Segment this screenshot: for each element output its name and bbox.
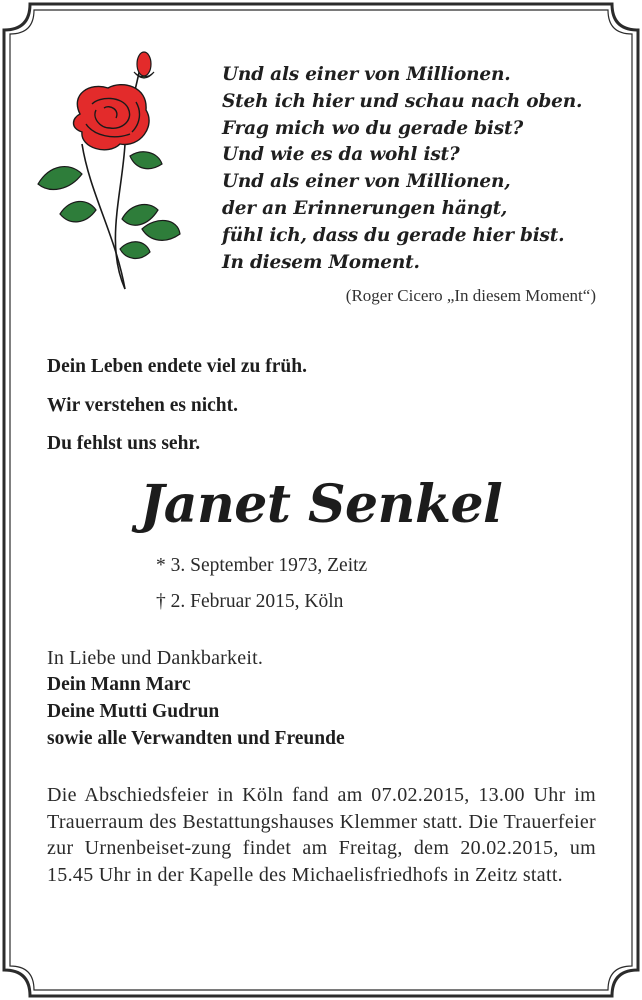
message-line-3: Du fehlst uns sehr. xyxy=(47,433,201,454)
ceremony-notice: Die Abschiedsfeier in Köln fand am 07.02.2015, 13.00 Uhr im Trauerraum des Bestattungshauses Klemmer statt. Die Trauerfeier zur Urnenbeiset-zung findet am Freitag, dem 20.02.2015, um 15.45 Uhr in der Kapelle des Michaelisfriedhofs in Zeitz statt. xyxy=(47,784,596,886)
mourner-husband: Dein Mann Marc xyxy=(47,674,191,695)
message-line-1: Dein Leben endete viel zu früh. xyxy=(47,356,307,377)
birth-date: * 3. September 1973, Zeitz xyxy=(156,555,368,576)
poem-line: Und als einer von Millionen. xyxy=(222,64,511,85)
death-date: † 2. Februar 2015, Köln xyxy=(156,591,344,612)
red-rose-icon xyxy=(30,44,190,294)
message-line-2: Wir verstehen es nicht. xyxy=(47,395,239,416)
mourner-mother: Deine Mutti Gudrun xyxy=(47,701,220,722)
mourner-others: sowie alle Verwandten und Freunde xyxy=(47,728,345,749)
poem-line: Und als einer von Millionen, xyxy=(222,171,511,193)
poem-line: In diesem Moment. xyxy=(222,251,420,273)
poem-line: fühl ich, dass du gerade hier bist. xyxy=(222,224,565,246)
poem-line: Steh ich hier und schau nach oben. xyxy=(222,90,583,112)
poem-block xyxy=(222,62,622,276)
poem-line: Frag mich wo du gerade bist? xyxy=(222,117,523,139)
poem-line: der an Erinnerungen hängt, xyxy=(222,197,508,219)
poem-source: (Roger Cicero „In diesem Moment“) xyxy=(345,286,596,305)
deceased-name: Janet Senkel xyxy=(139,474,503,535)
mourners-intro: In Liebe und Dankbarkeit. xyxy=(47,647,264,669)
poem-line: Und wie es da wohl ist? xyxy=(222,144,460,166)
